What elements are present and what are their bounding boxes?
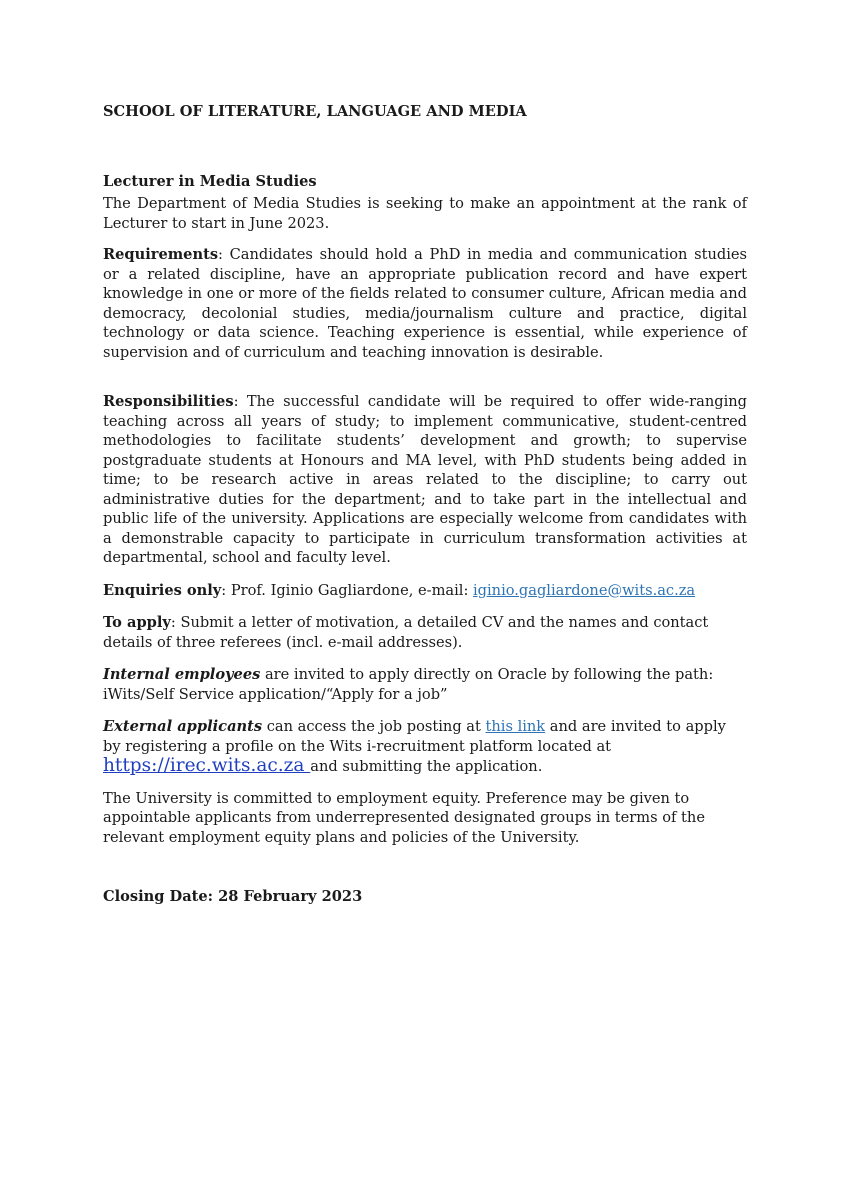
enquiries-text: : Prof. Iginio Gagliardone, e-mail: [221,581,473,599]
requirements-label: Requirements [103,246,219,263]
enquiries-paragraph [103,581,747,601]
job-advert-document [103,100,747,907]
school-heading: SCHOOL OF LITERATURE, LANGUAGE AND MEDIA [103,103,527,120]
job-title: Lecturer in Media Studies [103,172,317,190]
intro-paragraph: The Department of Media Studies is seeking to make an appointment at the rank of Lecturer to start in June 2023. [103,195,747,232]
external-applicants-text-1: can access the job posting at [262,718,486,735]
irec-url-link[interactable]: https://irec.wits.ac.za [103,755,311,776]
responsibilities-paragraph [103,392,747,568]
equity-paragraph: The University is committed to employment equity. Preference may be given to appointable applicants from underrepresented designated groups in terms of the relevant employment equity plans and policies of the University. [103,789,705,846]
internal-employees-label: Internal employees [103,666,261,683]
closing-date: Closing Date: 28 February 2023 [103,888,363,905]
requirements-paragraph [103,245,747,362]
external-applicants-text-3: and submitting the application. [310,758,543,775]
responsibilities-label: Responsibilities [103,393,234,410]
to-apply-paragraph [103,613,747,652]
enquiries-email-link[interactable]: iginio.gagliardone@wits.ac.za [473,581,696,599]
internal-employees-text: are invited to apply directly on Oracle by following the path: iWits/Self Service application/“Apply for a job” [103,666,714,703]
external-applicants-text-2: and are invited to apply by registering a profile on the Wits i-recruitment platform located at [103,718,726,755]
to-apply-text: : Submit a letter of motivation, a detailed CV and the names and contact details of three referees (incl. e-mail addresses). [103,614,709,651]
requirements-text: : Candidates should hold a PhD in media and communication studies or a related discipline, have an appropriate publication record and have expert knowledge in one or more of the fields related to consumer culture, African media and democracy, decolonial studies, media/journalism culture and practice, digital technology or data science. Teaching experience is essential, while experience of supervision and of curriculum and teaching innovation is desirable. [103,246,747,361]
enquiries-label: Enquiries only [103,581,222,599]
external-applicants-paragraph [103,717,747,777]
responsibilities-text: : The successful candidate will be required to offer wide-ranging teaching across all years of study; to implement communicative, student-centred methodologies to facilitate students’ development and growth; to supervise postgraduate students at Honours and MA level, with PhD students being added in time; to be research active in areas related to the discipline; to carry out administrative duties for the department; and to take part in the intellectual and public life of the university. Applications are especially welcome from candidates with a demonstrable capacity to participate in curriculum transformation activities at departmental, school and faculty level. [103,393,747,566]
internal-employees-paragraph [103,665,747,704]
to-apply-label: To apply [103,614,171,631]
external-applicants-label: External applicants [103,718,263,735]
job-posting-link[interactable]: this link [485,718,546,735]
